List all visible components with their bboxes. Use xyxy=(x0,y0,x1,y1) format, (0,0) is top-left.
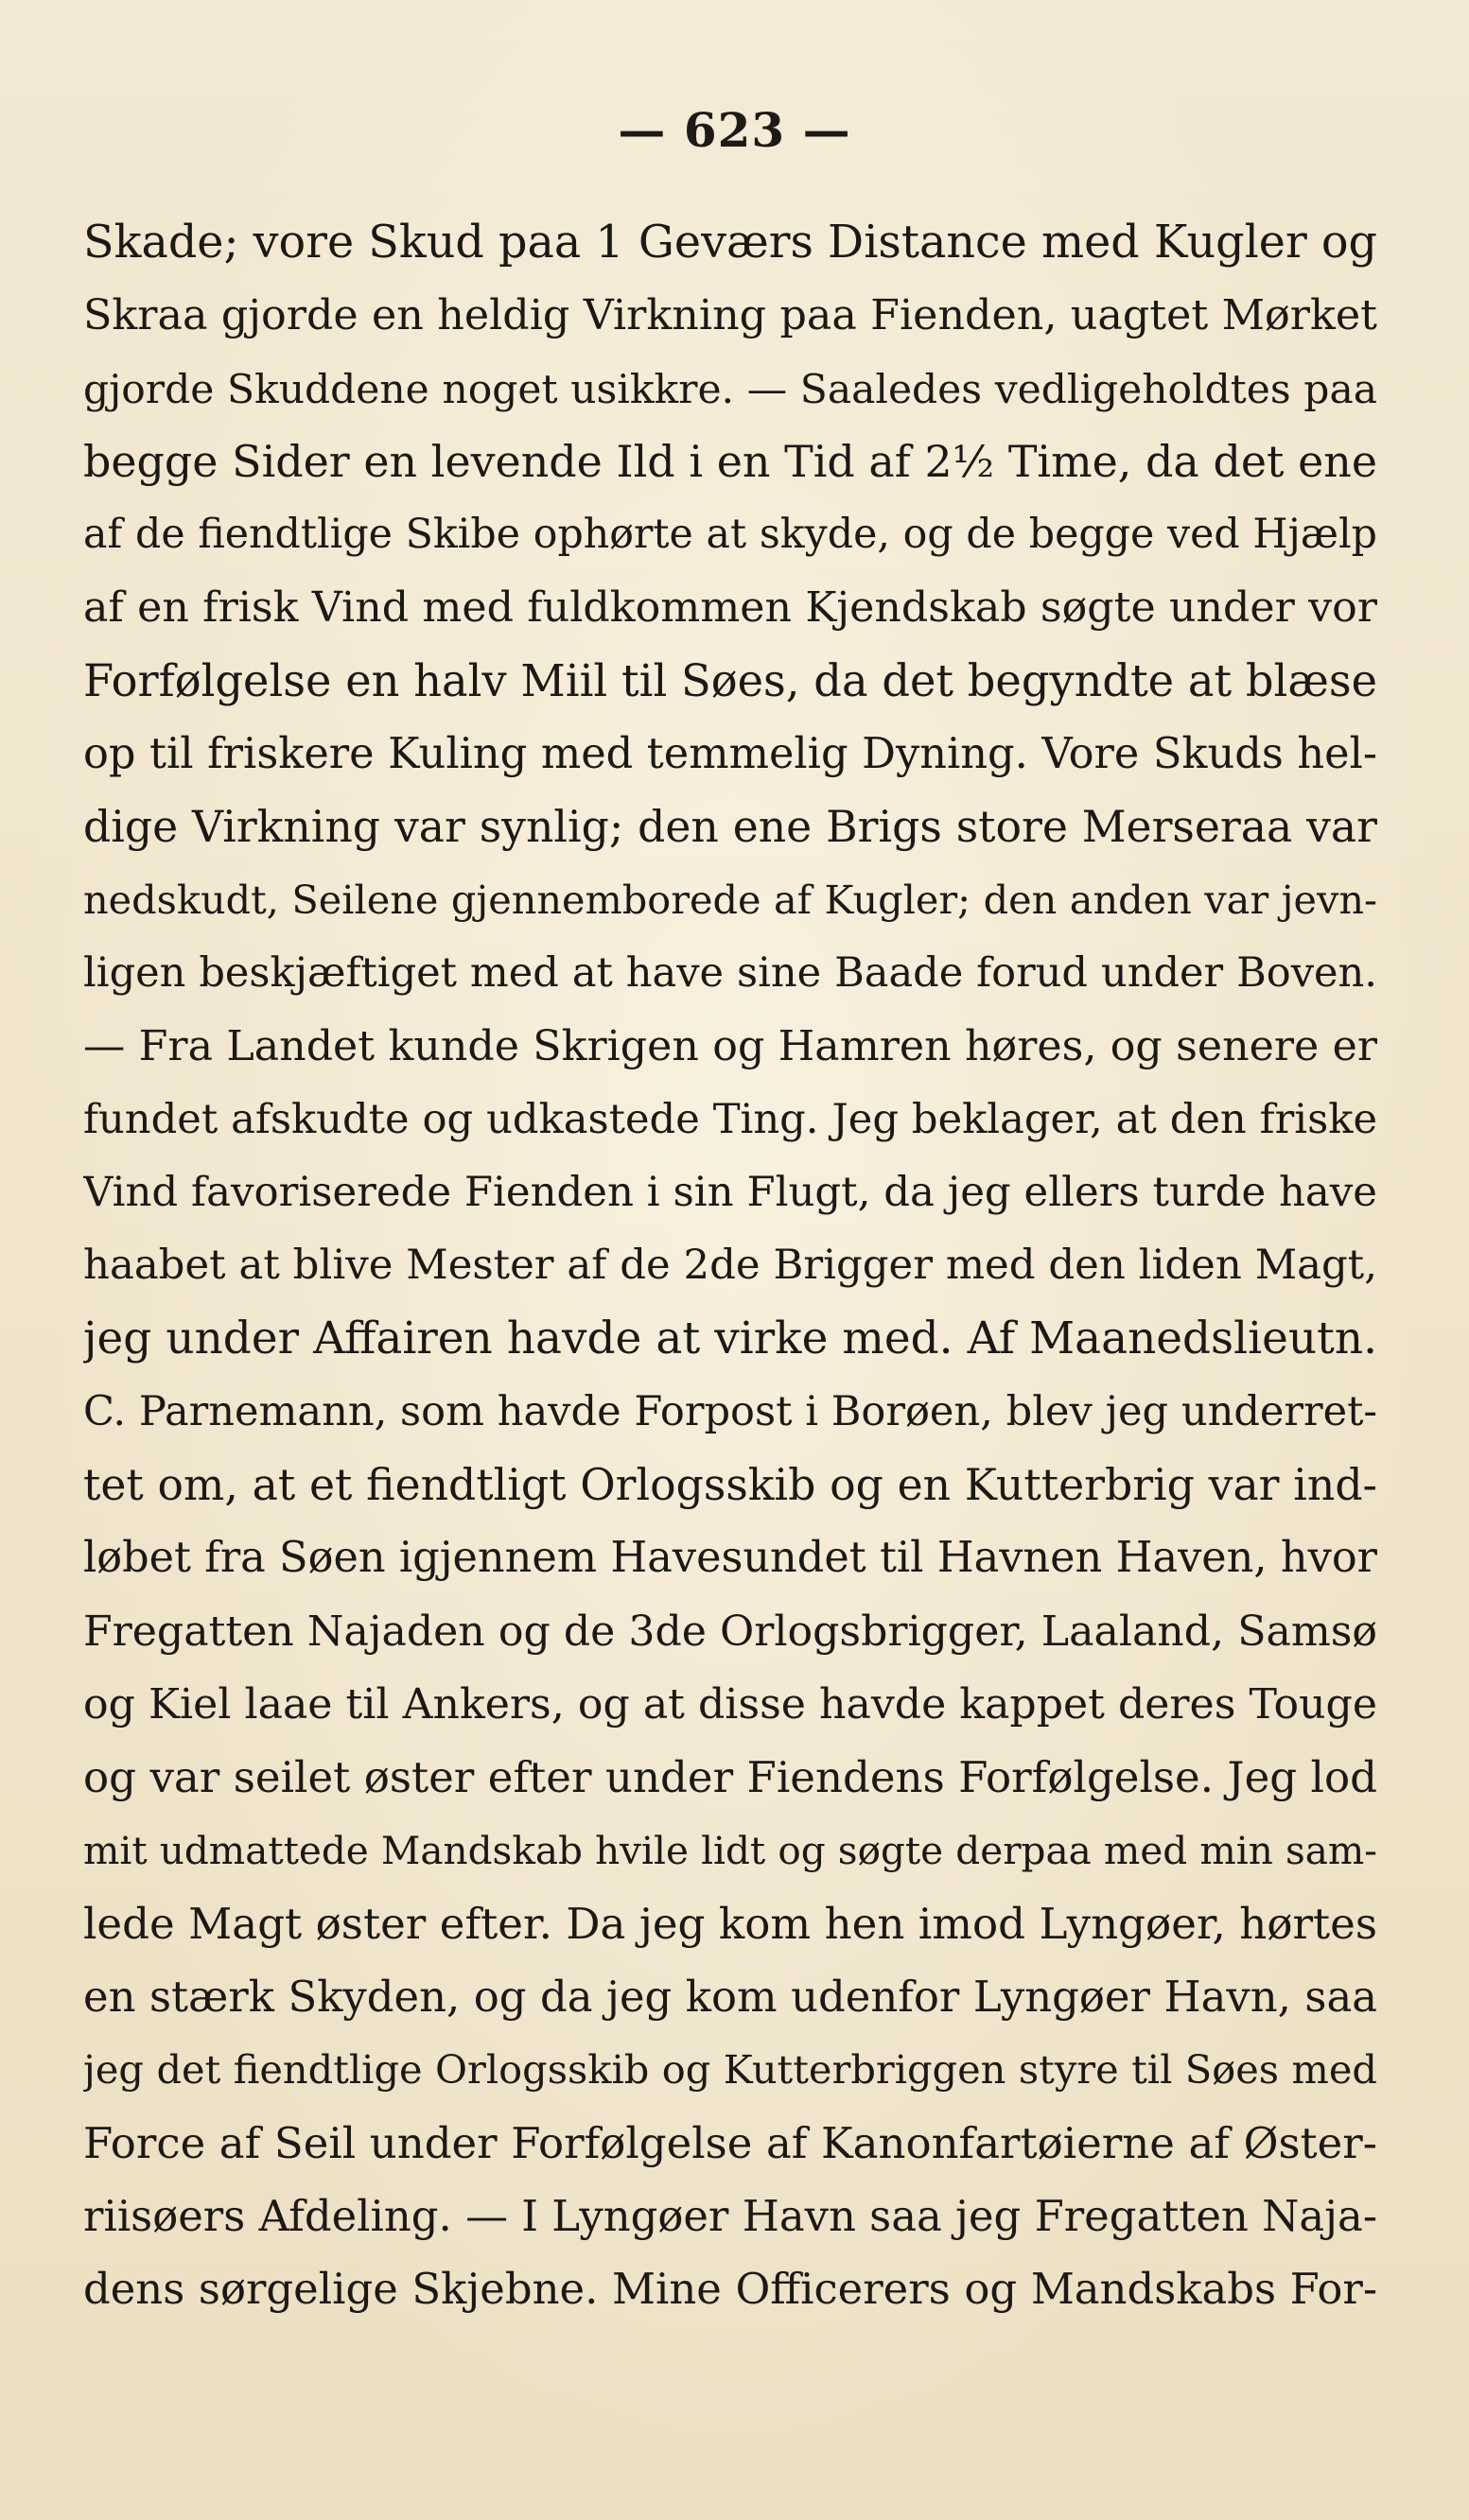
page-number: — 623 — xyxy=(618,102,851,158)
text-line: — Fra Landet kunde Skrigen og Hamren høres, og senere er xyxy=(83,1022,1377,1071)
text-line: lede Magt øster efter. Da jeg kom hen imod Lyngøer, hørtes xyxy=(83,1898,1377,1949)
text-line: gjorde Skuddene noget usikkre. — Saaledes vedligeholdtes paa xyxy=(83,365,1377,412)
text-line: riisøers Afdeling. — I Lyngøer Havn saa jeg Fregatten Naja- xyxy=(83,2191,1377,2242)
text-line: en stærk Skyden, og da jeg kom udenfor Lyngøer Havn, saa xyxy=(83,1972,1377,2023)
text-line: haabet at blive Mester af de 2de Brigger med den liden Magt, xyxy=(83,1242,1377,1290)
text-line: dige Virkning var synlig; den ene Brigs store Merseraa var xyxy=(83,802,1377,853)
text-line: Vind favoriserede Fienden i sin Flugt, da jeg ellers turde have xyxy=(83,1168,1377,1216)
text-line: tet om, at et fiendtligt Orlogsskib og en Kutterbrig var ind- xyxy=(83,1460,1377,1511)
body-text xyxy=(83,206,1377,2326)
text-line: jeg under Affairen havde at virke med. Af Maanedslieutn. xyxy=(83,1312,1377,1365)
text-line: begge Sider en levende Ild i en Tid af 2½ Time, da det ene xyxy=(83,435,1377,487)
text-line: op til friskere Kuling med temmelig Dyning. Vore Skuds hel- xyxy=(83,729,1377,779)
text-line: fundet afskudte og udkastede Ting. Jeg beklager, at den friske xyxy=(83,1095,1377,1143)
text-line: og var seilet øster efter under Fiendens Forfølgelse. Jeg lod xyxy=(83,1752,1377,1803)
text-line: løbet fra Søen igjennem Havesundet til Havnen Haven, hvor xyxy=(83,1533,1377,1583)
text-line: af de fiendtlige Skibe ophørte at skyde, og de begge ved Hjælp xyxy=(83,511,1377,559)
text-line: nedskudt, Seilene gjennemborede af Kugler; den anden var jevn- xyxy=(83,877,1377,923)
text-line: Force af Seil under Forfølgelse af Kanonfartøierne af Øster- xyxy=(83,2117,1377,2168)
text-line: Forfølgelse en halv Miil til Søes, da det begyndte at blæse xyxy=(83,654,1377,706)
text-line: og Kiel laae til Ankers, og at disse havde kappet deres Touge xyxy=(83,1679,1377,1729)
text-line: C. Parnemann, som havde Forpost i Borøen, blev jeg underret- xyxy=(83,1387,1377,1435)
text-line: dens sørgelige Skjebne. Mine Officerers og Mandskabs For- xyxy=(83,2264,1377,2315)
text-line: Skade; vore Skud paa 1 Geværs Distance med Kugler og xyxy=(83,217,1377,269)
text-line: Fregatten Najaden og de 3de Orlogsbrigger, Laaland, Samsø xyxy=(83,1607,1377,1656)
text-line: mit udmattede Mandskab hvile lidt og søgte derpaa med min sam- xyxy=(83,1827,1377,1873)
text-line: jeg det fiendtlige Orlogsskib og Kutterbriggen styre til Søes med xyxy=(83,2046,1377,2094)
text-line: ligen beskjæftiget med at have sine Baade forud under Boven. xyxy=(83,948,1377,997)
text-line: Skraa gjorde en heldig Virkning paa Fienden, uagtet Mørket xyxy=(83,291,1377,340)
text-line: af en frisk Vind med fuldkommen Kjendskab søgte under vor xyxy=(83,583,1377,633)
